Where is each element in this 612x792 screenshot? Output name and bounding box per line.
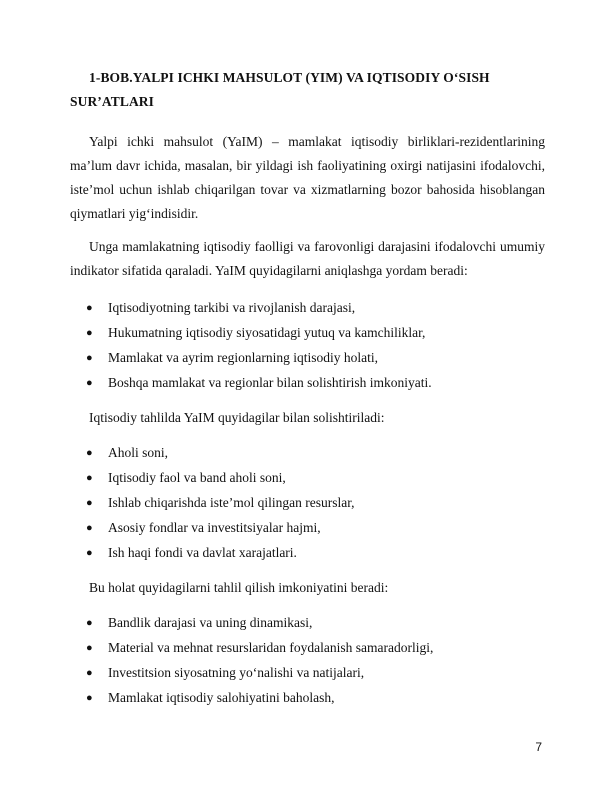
list-item — [70, 613, 545, 633]
list-item-text: Material va mehnat resurslaridan foydalanish samaradorligi, — [108, 640, 434, 655]
intro-comparisons: Iqtisodiy tahlilda YaIM quyidagilar bilan solishtiriladi: — [89, 410, 385, 425]
bullet-icon: ● — [86, 352, 93, 364]
bullet-icon: ● — [86, 497, 93, 509]
list-item-text: Asosiy fondlar va investitsiyalar hajmi, — [108, 520, 321, 535]
list-item-text: Iqtisodiy faol va band aholi soni, — [108, 470, 286, 485]
list-item — [70, 443, 545, 463]
page-number: 7 — [535, 740, 542, 754]
bullet-icon: ● — [86, 377, 93, 389]
list-item-text: Hukumatning iqtisodiy siyosatidagi yutuq va kamchiliklar, — [108, 325, 426, 340]
bullet-icon: ● — [86, 667, 93, 679]
list-item — [70, 348, 545, 368]
bullet-icon: ● — [86, 302, 93, 314]
list-item-text: Ish haqi fondi va davlat xarajatlari. — [108, 545, 297, 560]
bullet-icon: ● — [86, 472, 93, 484]
bullet-icon: ● — [86, 642, 93, 654]
list-item-text: Iqtisodiyotning tarkibi va rivojlanish darajasi, — [108, 300, 356, 315]
chapter-heading-line-2: SUR’ATLARI — [70, 94, 155, 109]
list-item — [70, 638, 545, 658]
bullet-list-determines — [70, 298, 545, 398]
list-item — [70, 493, 545, 513]
bullet-icon: ● — [86, 692, 93, 704]
list-item — [70, 323, 545, 343]
list-item-text: Boshqa mamlakat va regionlar bilan solishtirish imkoniyati. — [108, 375, 432, 390]
list-item-text: Mamlakat va ayrim regionlarning iqtisodiy holati, — [108, 350, 378, 365]
bullet-icon: ● — [86, 447, 93, 459]
paragraph-indicator: Unga mamlakatning iqtisodiy faolligi va farovonligi darajasini ifodalovchi umumiy indikator sifatida qaraladi. YaIM quyidagilarni aniqlashga yordam beradi: — [70, 239, 545, 278]
bullet-list-analysis — [70, 613, 545, 713]
bullet-list-comparisons — [70, 443, 545, 568]
list-item-text: Bandlik darajasi va uning dinamikasi, — [108, 615, 313, 630]
intro-analysis: Bu holat quyidagilarni tahlil qilish imkoniyatini beradi: — [89, 580, 389, 595]
chapter-heading-line-1: 1-BOB.YALPI ICHKI MAHSULOT (YIM) VA IQTISODIY O‘SISH — [89, 70, 490, 85]
list-item — [70, 688, 545, 708]
list-item — [70, 468, 545, 488]
list-item-text: Mamlakat iqtisodiy salohiyatini baholash, — [108, 690, 335, 705]
bullet-icon: ● — [86, 547, 93, 559]
list-item-text: Aholi soni, — [108, 445, 169, 460]
list-item — [70, 663, 545, 683]
paragraph-definition: Yalpi ichki mahsulot (YaIM) – mamlakat iqtisodiy birliklari-rezidentlarining ma’lum davr ichida, masalan, bir yildagi ish faoliyatining oxirgi natijasini ifodalovchi, iste’mol uchun ishlab chiqarilgan tovar va xizmatlarning bozor bahosida hisoblangan qiymatlari yig‘indisidir. — [70, 134, 545, 221]
list-item — [70, 373, 545, 393]
bullet-icon: ● — [86, 327, 93, 339]
bullet-icon: ● — [86, 617, 93, 629]
list-item — [70, 543, 545, 563]
list-item — [70, 298, 545, 318]
chapter-heading — [70, 66, 545, 114]
list-item-text: Investitsion siyosatning yo‘nalishi va natijalari, — [108, 665, 365, 680]
list-item — [70, 518, 545, 538]
bullet-icon: ● — [86, 522, 93, 534]
list-item-text: Ishlab chiqarishda iste’mol qilingan resurslar, — [108, 495, 355, 510]
